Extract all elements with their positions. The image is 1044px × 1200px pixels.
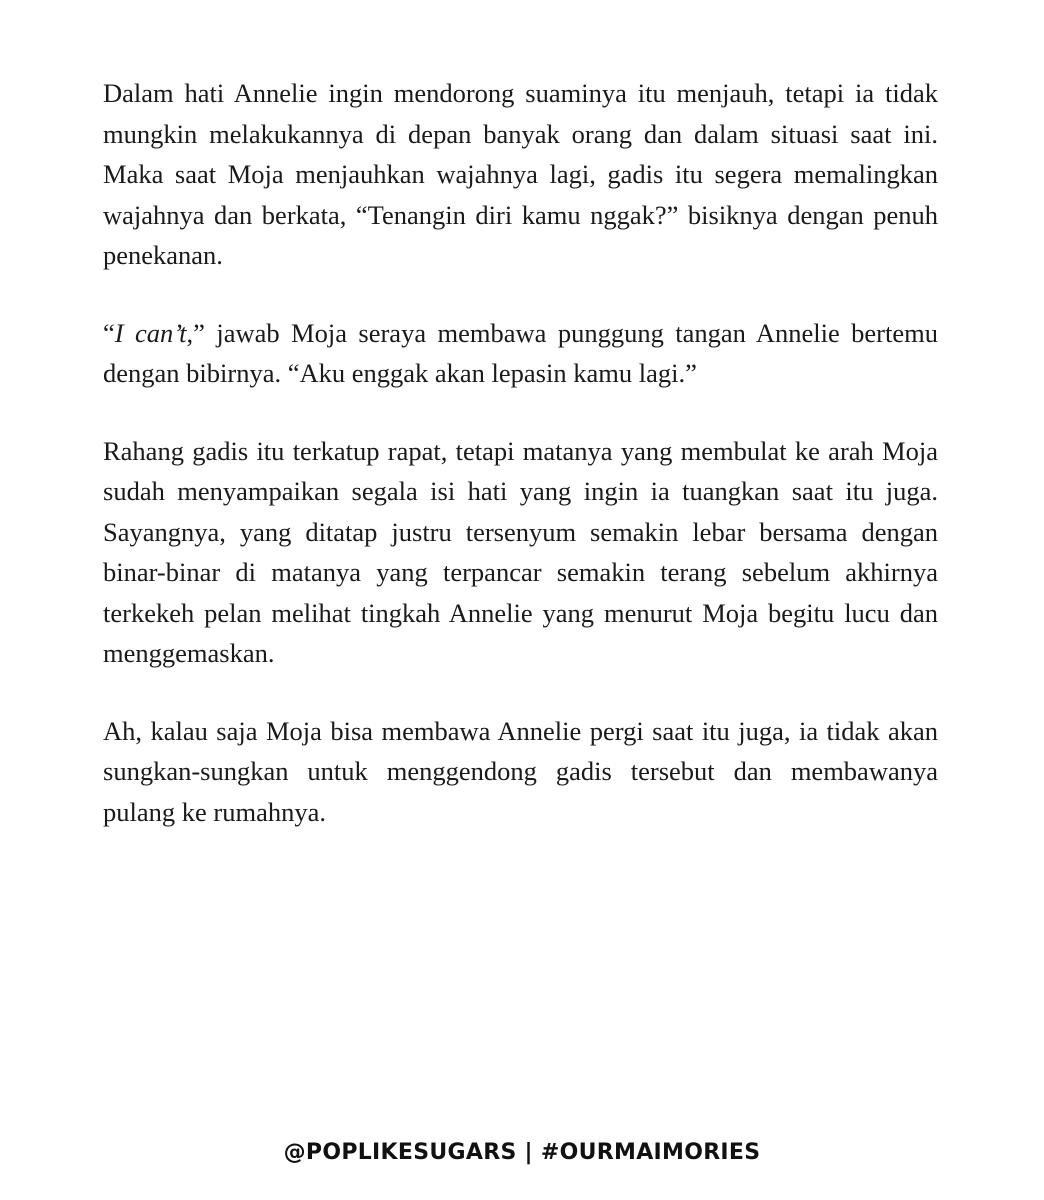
document-body: [103, 73, 938, 865]
open-quote: “: [103, 317, 115, 348]
italic-phrase: I can’t: [114, 317, 187, 348]
paragraph-3: Rahang gadis itu terkatup rapat, tetapi matanya yang membulat ke arah Moja sudah menyampaikan segala isi hati yang ingin ia tuangkan saat itu juga. Sayangnya, yang ditatap justru tersenyum semakin lebar bersama dengan binar-binar di matanya yang terpancar semakin terang sebelum akhirnya terkekeh pelan melihat tingkah Annelie yang menurut Moja begitu lucu dan menggemaskan.: [103, 435, 938, 668]
paragraph-4: Ah, kalau saja Moja bisa membawa Annelie pergi saat itu juga, ia tidak akan sungkan-sungkan untuk menggendong gadis tersebut dan membawanya pulang ke rumahnya.: [103, 715, 938, 827]
paragraph-1: Dalam hati Annelie ingin mendorong suaminya itu menjauh, tetapi ia tidak mungkin melakukannya di depan banyak orang dan dalam situasi saat ini. Maka saat Moja menjauhkan wajahnya lagi, gadis itu segera memalingkan wajahnya dan berkata, “Tenangin diri kamu nggak?” bisiknya dengan penuh penekanan.: [103, 78, 938, 270]
footer-credit: @POPLIKESUGARS | #OURMAIMORIES: [283, 1140, 761, 1165]
paragraph-2-rest: ,” jawab Moja seraya membawa punggung tangan Annelie bertemu dengan bibirnya. “Aku enggak akan lepasin kamu lagi.”: [103, 317, 938, 388]
paragraph-2: [103, 313, 938, 394]
